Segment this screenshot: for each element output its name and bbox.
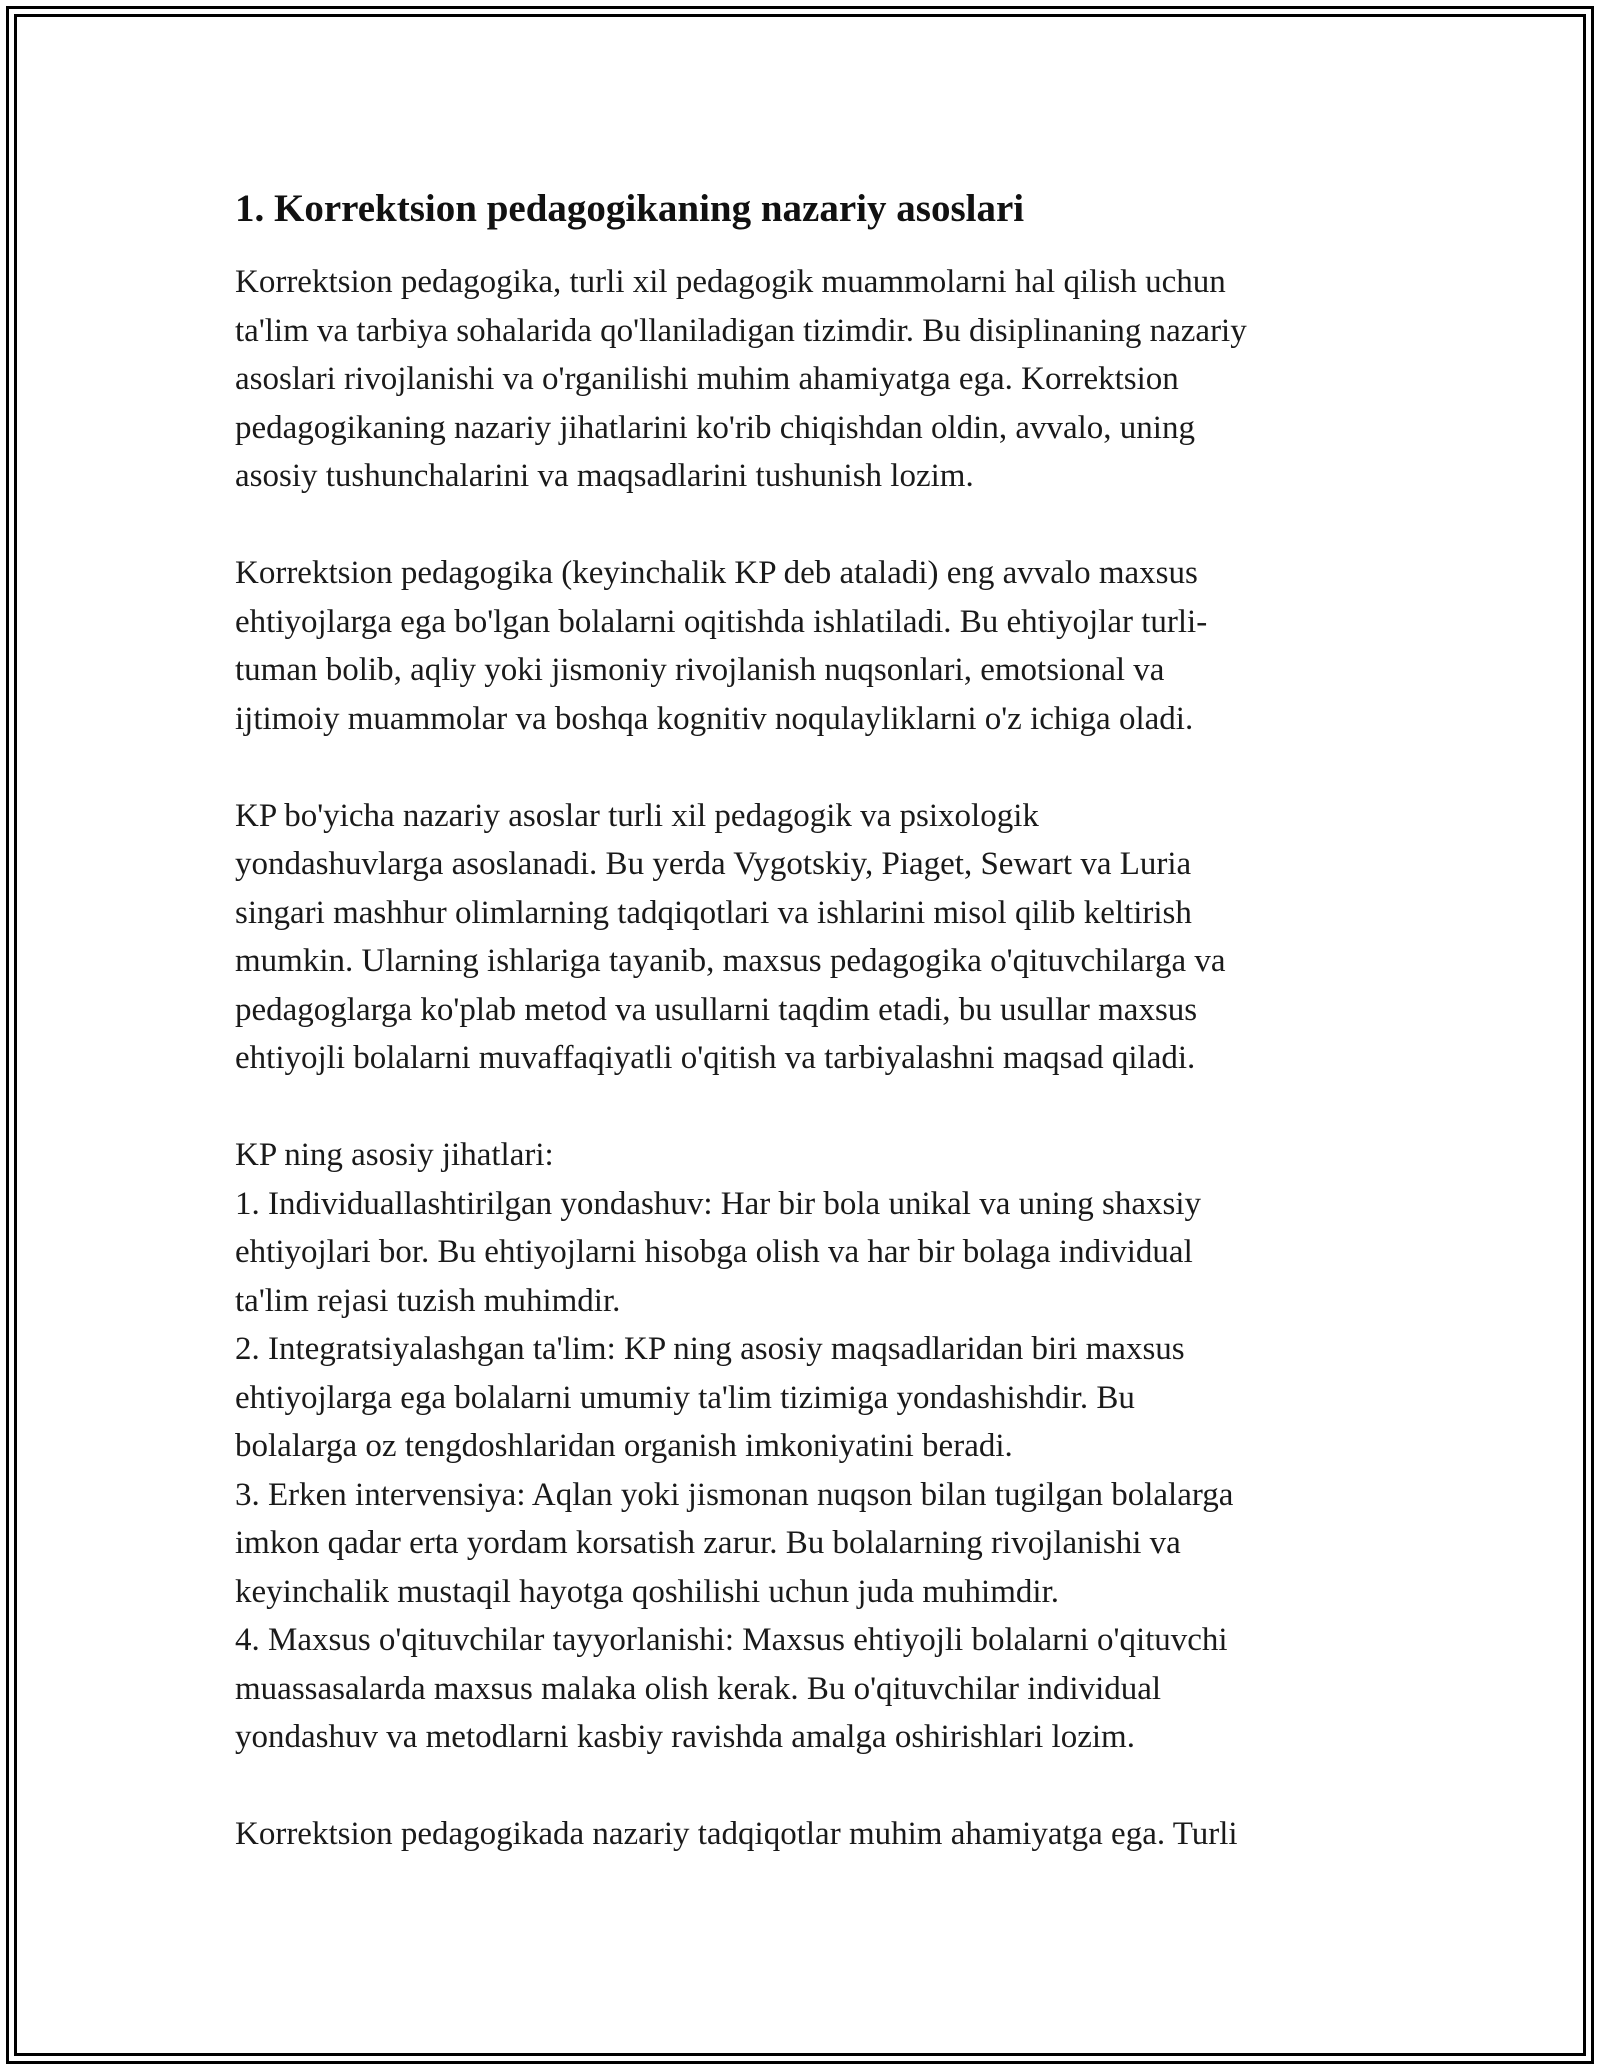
text-line: pedagoglarga ko'plab metod va usullarni taqdim etadi, bu usullar maxsus: [235, 991, 1198, 1028]
text-line: tuman bolib, aqliy yoki jismoniy rivojlanish nuqsonlari, emotsional va: [235, 652, 1165, 688]
paragraph-kp-definition: [235, 549, 1385, 743]
text-line: singari mashhur olimlarning tadqiqotlari va ishlarini misol qilib keltirish: [235, 894, 1192, 931]
list-item-text: yondashuv va metodlarni kasbiy ravishda amalga oshirishlari lozim.: [235, 1719, 1135, 1755]
document-heading: 1. Korrektsion pedagogikaning nazariy asoslari: [235, 187, 1025, 230]
paragraph-closing: [235, 1810, 1385, 1859]
kp-aspects-list: [235, 1131, 1385, 1762]
text-line: ehtiyojli bolalarni muvaffaqiyatli o'qitish va tarbiyalashni maqsad qiladi.: [235, 1040, 1196, 1076]
list-item-text: 3. Erken intervensiya: Aqlan yoki jismonan nuqson bilan tugilgan bolalarga: [235, 1476, 1234, 1513]
list-item-text: ta'lim rejasi tuzish muhimdir.: [235, 1282, 621, 1319]
list-item-text: 4. Maxsus o'qituvchilar tayyorlanishi: Maxsus ehtiyojli bolalarni o'qituvchi: [235, 1622, 1228, 1658]
text-line: asoslari rivojlanishi va o'rganilishi muhim ahamiyatga ega. Korrektsion: [235, 361, 1179, 397]
text-line: yondashuvlarga asoslanadi. Bu yerda Vygotskiy, Piaget, Sewart va Luria: [235, 846, 1192, 882]
list-item-text: muassasalarda maxsus malaka olish kerak. Bu o'qituvchilar individual: [235, 1670, 1162, 1707]
text-line: ta'lim va tarbiya sohalarida qo'llaniladigan tizimdir. Bu disiplinaning nazariy: [235, 312, 1247, 349]
list-item-text: imkon qadar erta yordam korsatish zarur. Bu bolalarning rivojlanishi va: [235, 1525, 1181, 1561]
text-line: ijtimoiy muammolar va boshqa kognitiv noqulayliklarni o'z ichiga oladi.: [235, 700, 1194, 737]
document-body: [235, 185, 1385, 1907]
text-line: ehtiyojlarga ega bo'lgan bolalarni oqitishda ishlatiladi. Bu ehtiyojlar turli-: [235, 603, 1208, 640]
paragraph-theoretical-basis: [235, 792, 1385, 1083]
list-title: KP ning asosiy jihatlari:: [235, 1137, 554, 1173]
list-item-text: bolalarga oz tengdoshlaridan organish imkoniyatini beradi.: [235, 1428, 1013, 1464]
text-line: mumkin. Ularning ishlariga tayanib, maxsus pedagogika o'qituvchilarga va: [235, 943, 1226, 979]
list-item-text: ehtiyojlari bor. Bu ehtiyojlarni hisobga olish va har bir bolaga individual: [235, 1234, 1193, 1270]
list-item-text: keyinchalik mustaqil hayotga qoshilishi uchun juda muhimdir.: [235, 1573, 1059, 1610]
text-line: pedagogikaning nazariy jihatlarini ko'rib chiqishdan oldin, avvalo, uning: [235, 409, 1195, 446]
paragraph-intro: [235, 258, 1385, 501]
list-item-text: 2. Integratsiyalashgan ta'lim: KP ning asosiy maqsadlaridan biri maxsus: [235, 1331, 1185, 1367]
text-line: Korrektsion pedagogika (keyinchalik KP deb ataladi) eng avvalo maxsus: [235, 555, 1198, 591]
text-line: asosiy tushunchalarini va maqsadlarini tushunish lozim.: [235, 458, 974, 494]
text-line: Korrektsion pedagogika, turli xil pedagogik muammolarni hal qilish uchun: [235, 264, 1226, 300]
list-item-text: ehtiyojlarga ega bolalarni umumiy ta'lim tizimiga yondashishdir. Bu: [235, 1379, 1135, 1416]
text-line: KP bo'yicha nazariy asoslar turli xil pedagogik va psixologik: [235, 797, 1039, 834]
text-line: Korrektsion pedagogikada nazariy tadqiqotlar muhim ahamiyatga ega. Turli: [235, 1816, 1238, 1852]
list-item-text: 1. Individuallashtirilgan yondashuv: Har bir bola unikal va uning shaxsiy: [235, 1185, 1202, 1222]
